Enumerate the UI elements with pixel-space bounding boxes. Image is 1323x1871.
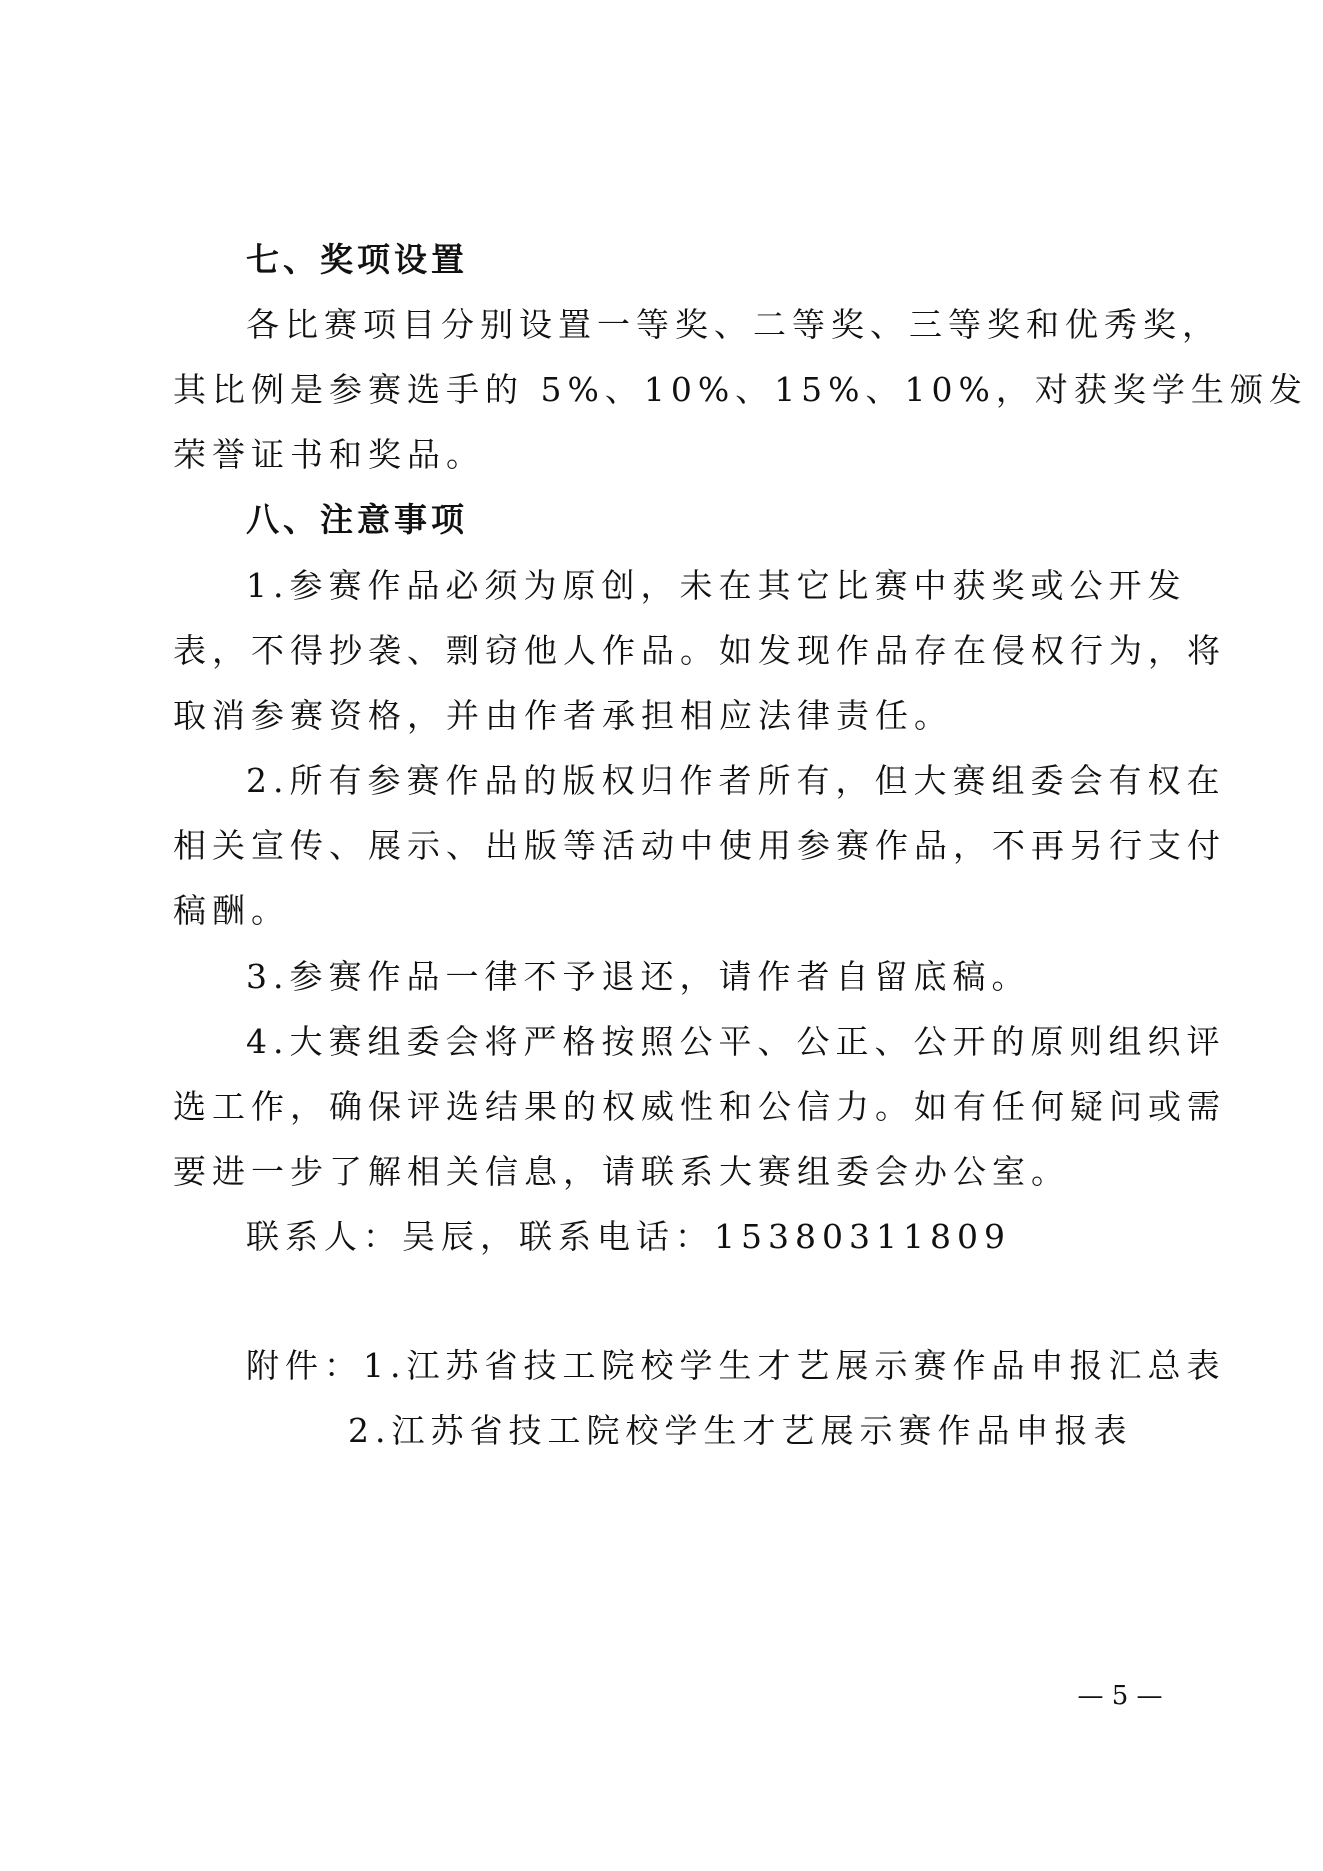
paragraph-line: 4.大赛组委会将严格按照公平、公正、公开的原则组织评 [246,1022,1226,1061]
paragraph-line: 1.参赛作品必须为原创，未在其它比赛中获奖或公开发 [246,566,1187,605]
paragraph-line: 2.所有参赛作品的版权归作者所有，但大赛组委会有权在 [246,761,1226,800]
paragraph-line: 选工作，确保评选结果的权威性和公信力。如有任何疑问或需 [173,1087,1226,1126]
paragraph-line: 荣誉证书和奖品。 [173,435,485,474]
paragraph-line: 各比赛项目分别设置一等奖、二等奖、三等奖和优秀奖， [246,305,1221,344]
paragraph-line: 表，不得抄袭、剽窃他人作品。如发现作品存在侵权行为，将 [173,631,1226,670]
page-number: — 5 — [1077,1681,1163,1711]
paragraph-line: 取消参赛资格，并由作者承担相应法律责任。 [173,696,953,735]
paragraph-line: 要进一步了解相关信息，请联系大赛组委会办公室。 [173,1152,1070,1191]
contact-line: 联系人：吴辰，联系电话：15380311809 [246,1217,1011,1256]
paragraph-line: 稿酬。 [173,891,290,930]
paragraph-line: 其比例是参赛选手的 5%、10%、15%、10%，对获奖学生颁发 [173,370,1308,409]
section-heading-notes: 八、注意事项 [246,500,468,539]
attachment-line-1: 附件：1.江苏省技工院校学生才艺展示赛作品申报汇总表 [246,1346,1226,1385]
section-heading-awards: 七、奖项设置 [246,240,468,279]
attachment-line-2: 2.江苏省技工院校学生才艺展示赛作品申报表 [348,1411,1133,1450]
paragraph-line: 3.参赛作品一律不予退还，请作者自留底稿。 [246,957,1031,996]
paragraph-line: 相关宣传、展示、出版等活动中使用参赛作品，不再另行支付 [173,826,1226,865]
